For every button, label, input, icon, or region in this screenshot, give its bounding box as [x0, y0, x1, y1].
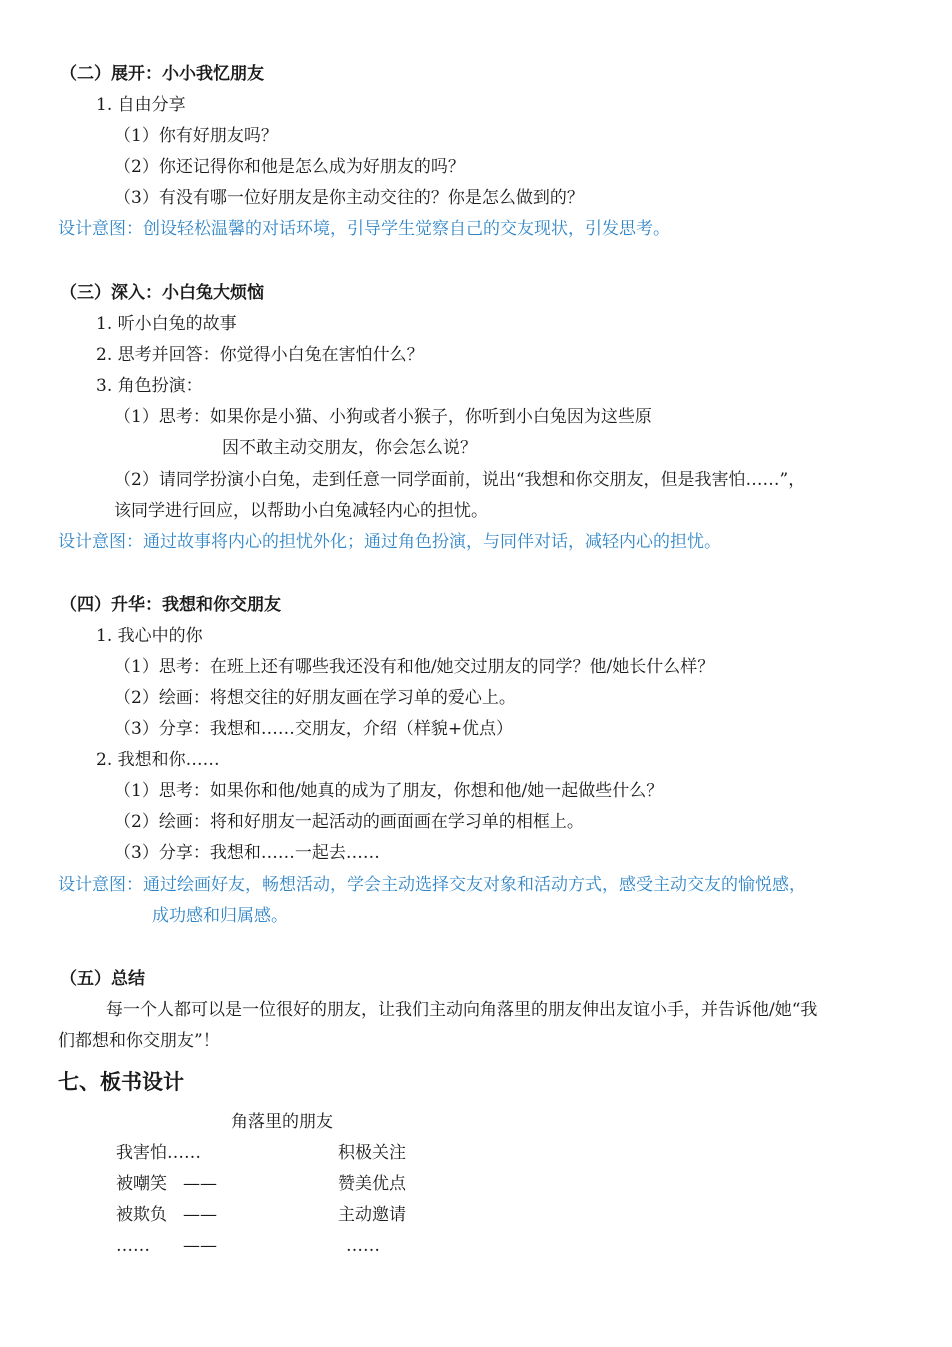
section-2-question-1: （1）你有好朋友吗？: [114, 126, 278, 146]
section-4-item-2-step-1: （1）思考：如果你和他/她真的成为了朋友，你想和他/她一起做些什么？: [114, 781, 664, 801]
board-right-item: 主动邀请: [338, 1205, 406, 1225]
board-left-item: ……: [116, 1236, 150, 1256]
summary-paragraph-line-2: 们都想和你交朋友”！: [58, 1031, 220, 1051]
section-3-roleplay-2-line-2: 该同学进行回应，以帮助小白兔减轻内心的担忧。: [114, 501, 488, 521]
section-3-heading: （三）深入：小白兔大烦恼: [60, 283, 264, 303]
section-3-item-3: 3. 角色扮演：: [96, 376, 203, 396]
board-right-item: 积极关注: [338, 1143, 406, 1163]
section-3-roleplay-1-line-2: 因不敢主动交朋友，你会怎么说？: [222, 438, 477, 458]
board-right-item: ……: [346, 1236, 380, 1256]
section-2-question-2: （2）你还记得你和他是怎么成为好朋友的吗？: [114, 157, 465, 177]
section-4-item-2: 2. 我想和你……: [96, 750, 220, 770]
section-3-roleplay-2-line-1: （2）请同学扮演小白兔，走到任意一同学面前，说出“我想和你交朋友，但是我害怕……”，: [114, 470, 806, 490]
section-5-heading: （五）总结: [60, 969, 145, 989]
section-4-item-2-step-2: （2）绘画：将和好朋友一起活动的画面画在学习单的相框上。: [114, 812, 584, 832]
board-dash: ——: [183, 1174, 217, 1194]
summary-paragraph-line-1: 每一个人都可以是一位很好的朋友，让我们主动向角落里的朋友伸出友谊小手，并告诉他/她“我: [106, 1000, 818, 1020]
board-design-heading: 七、板书设计: [58, 1070, 184, 1094]
board-left-item: 被欺负: [116, 1205, 167, 1225]
board-left-item: 被嘲笑: [116, 1174, 167, 1194]
section-4-item-1-step-3: （3）分享：我想和……交朋友，介绍（样貌+优点）: [114, 719, 514, 739]
section-2-design-intent: 设计意图：创设轻松温馨的对话环境，引导学生觉察自己的交友现状，引发思考。: [58, 219, 670, 239]
board-left-item: 我害怕……: [116, 1143, 201, 1163]
section-3-design-intent: 设计意图：通过故事将内心的担忧外化；通过角色扮演，与同伴对话，减轻内心的担忧。: [58, 532, 721, 552]
board-right-item: 赞美优点: [338, 1174, 406, 1194]
section-4-item-1-step-2: （2）绘画：将想交往的好朋友画在学习单的爱心上。: [114, 688, 516, 708]
section-4-item-2-step-3: （3）分享：我想和……一起去……: [114, 843, 380, 863]
section-4-item-1: 1. 我心中的你: [96, 626, 203, 646]
section-2-question-3: （3）有没有哪一位好朋友是你主动交往的？你是怎么做到的？: [114, 188, 584, 208]
board-dash: ——: [183, 1236, 217, 1256]
section-3-item-1: 1. 听小白兔的故事: [96, 314, 237, 334]
board-dash: ——: [183, 1205, 217, 1225]
section-4-item-1-step-1: （1）思考：在班上还有哪些我还没有和他/她交过朋友的同学？他/她长什么样？: [114, 657, 715, 677]
board-title: 角落里的朋友: [231, 1112, 333, 1132]
section-3-roleplay-1-line-1: （1）思考：如果你是小猫、小狗或者小猴子，你听到小白兔因为这些原: [114, 407, 652, 427]
section-4-heading: （四）升华：我想和你交朋友: [60, 595, 281, 615]
section-2-heading: （二）展开：小小我忆朋友: [60, 64, 264, 84]
section-3-item-2: 2. 思考并回答：你觉得小白兔在害怕什么？: [96, 345, 424, 365]
section-2-item-1: 1. 自由分享: [96, 95, 186, 115]
section-4-design-intent-line-1: 设计意图：通过绘画好友，畅想活动，学会主动选择交友对象和活动方式，感受主动交友的愉悦感，: [58, 875, 806, 895]
section-4-design-intent-line-2: 成功感和归属感。: [152, 906, 288, 926]
